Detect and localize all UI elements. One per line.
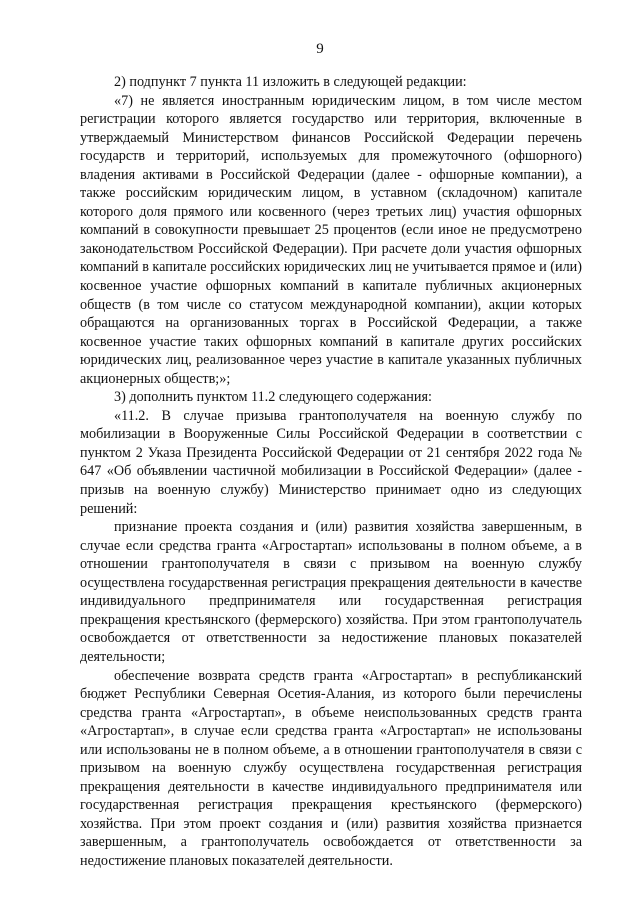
paragraph-item-11-2-text: «11.2. В случае призыва грантополучателя на военную службу по мобилизации в Вооруженные Силы Российской Федерации в соответствии с пунктом 2 Указа Президента Российской Федерации от 21 сентября 2022 года № 647 «Об объявлении частичной мобилизации в Российской Федерации» (далее - призыв на военную службу) Министерство принимает одно из следующих решений:: [80, 407, 582, 517]
paragraph-decision-refund: обеспечение возврата средств гранта «Агростартап» в республиканский бюджет Республики Северная Осетия-Алания, из которого были перечислены средства гранта «Агростартап», в объеме неиспользованных средств гранта «Агростартап», в случае если средства гранта «Агростартап» не использованы или использованы не в полном объеме, а в отношении грантополучателя в связи с призывом на военную службу осуществлена государственная регистрация прекращения деятельности в качестве индивидуального предпринимателя или государственная регистрация прекращения крестьянского (фермерского) хозяйства. При этом проект создания и (или) развития хозяйства признается завершенным, а грантополучатель освобождается от ответственности за недостижение плановых показателей деятельности.: [80, 667, 582, 869]
paragraph-subitem-7-intro: 2) подпункт 7 пункта 11 изложить в следующей редакции:: [114, 74, 467, 90]
paragraph-decision-completion: признание проекта создания и (или) развития хозяйства завершенным, в случае если средства гранта «Агростартап» использованы в полном объеме, а в отношении грантополучателя в связи с призывом на военную службу осуществлена государственная регистрация прекращения деятельности в качестве индивидуального предпринимателя или государственная регистрация прекращения крестьянского (фермерского) хозяйства. При этом грантополучатель освобождается от ответственности за недостижение плановых показателей деятельности;: [80, 519, 582, 665]
paragraph-subitem-7-text: «7) не является иностранным юридическим лицом, в том числе местом регистрации которого является государство или территория, включенные в утверждаемый Министерством финансов Российской Федерации перечень государств и территорий, используемых для промежуточного (офшорного) владения активами в Российской Федерации (далее - офшорные компании), а также российским юридическим лицом, в уставном (складочном) капитале которого доля прямого или косвенного (через третьих лиц) участия офшорных компаний в совокупности превышает 25 процентов (если иное не предусмотрено законодательством Российской Федерации). При расчете доли участия офшорных компаний в капитале российских юридических лиц не учитывается прямое и (или) косвенное участие офшорных компаний в капитале публичных акционерных обществ (в том числе со статусом международной компании), акции которых обращаются на организованных торгах в Российской Федерации, а также косвенное участие таких офшорных компаний в капитале других российских юридических лиц, реализованное через участие в капитале указанных публичных акционерных обществ;»;: [80, 92, 582, 387]
document-body: [80, 73, 582, 871]
paragraph-item-11-2-intro: 3) дополнить пунктом 11.2 следующего содержания:: [114, 389, 432, 406]
page-number: 9: [316, 41, 324, 57]
